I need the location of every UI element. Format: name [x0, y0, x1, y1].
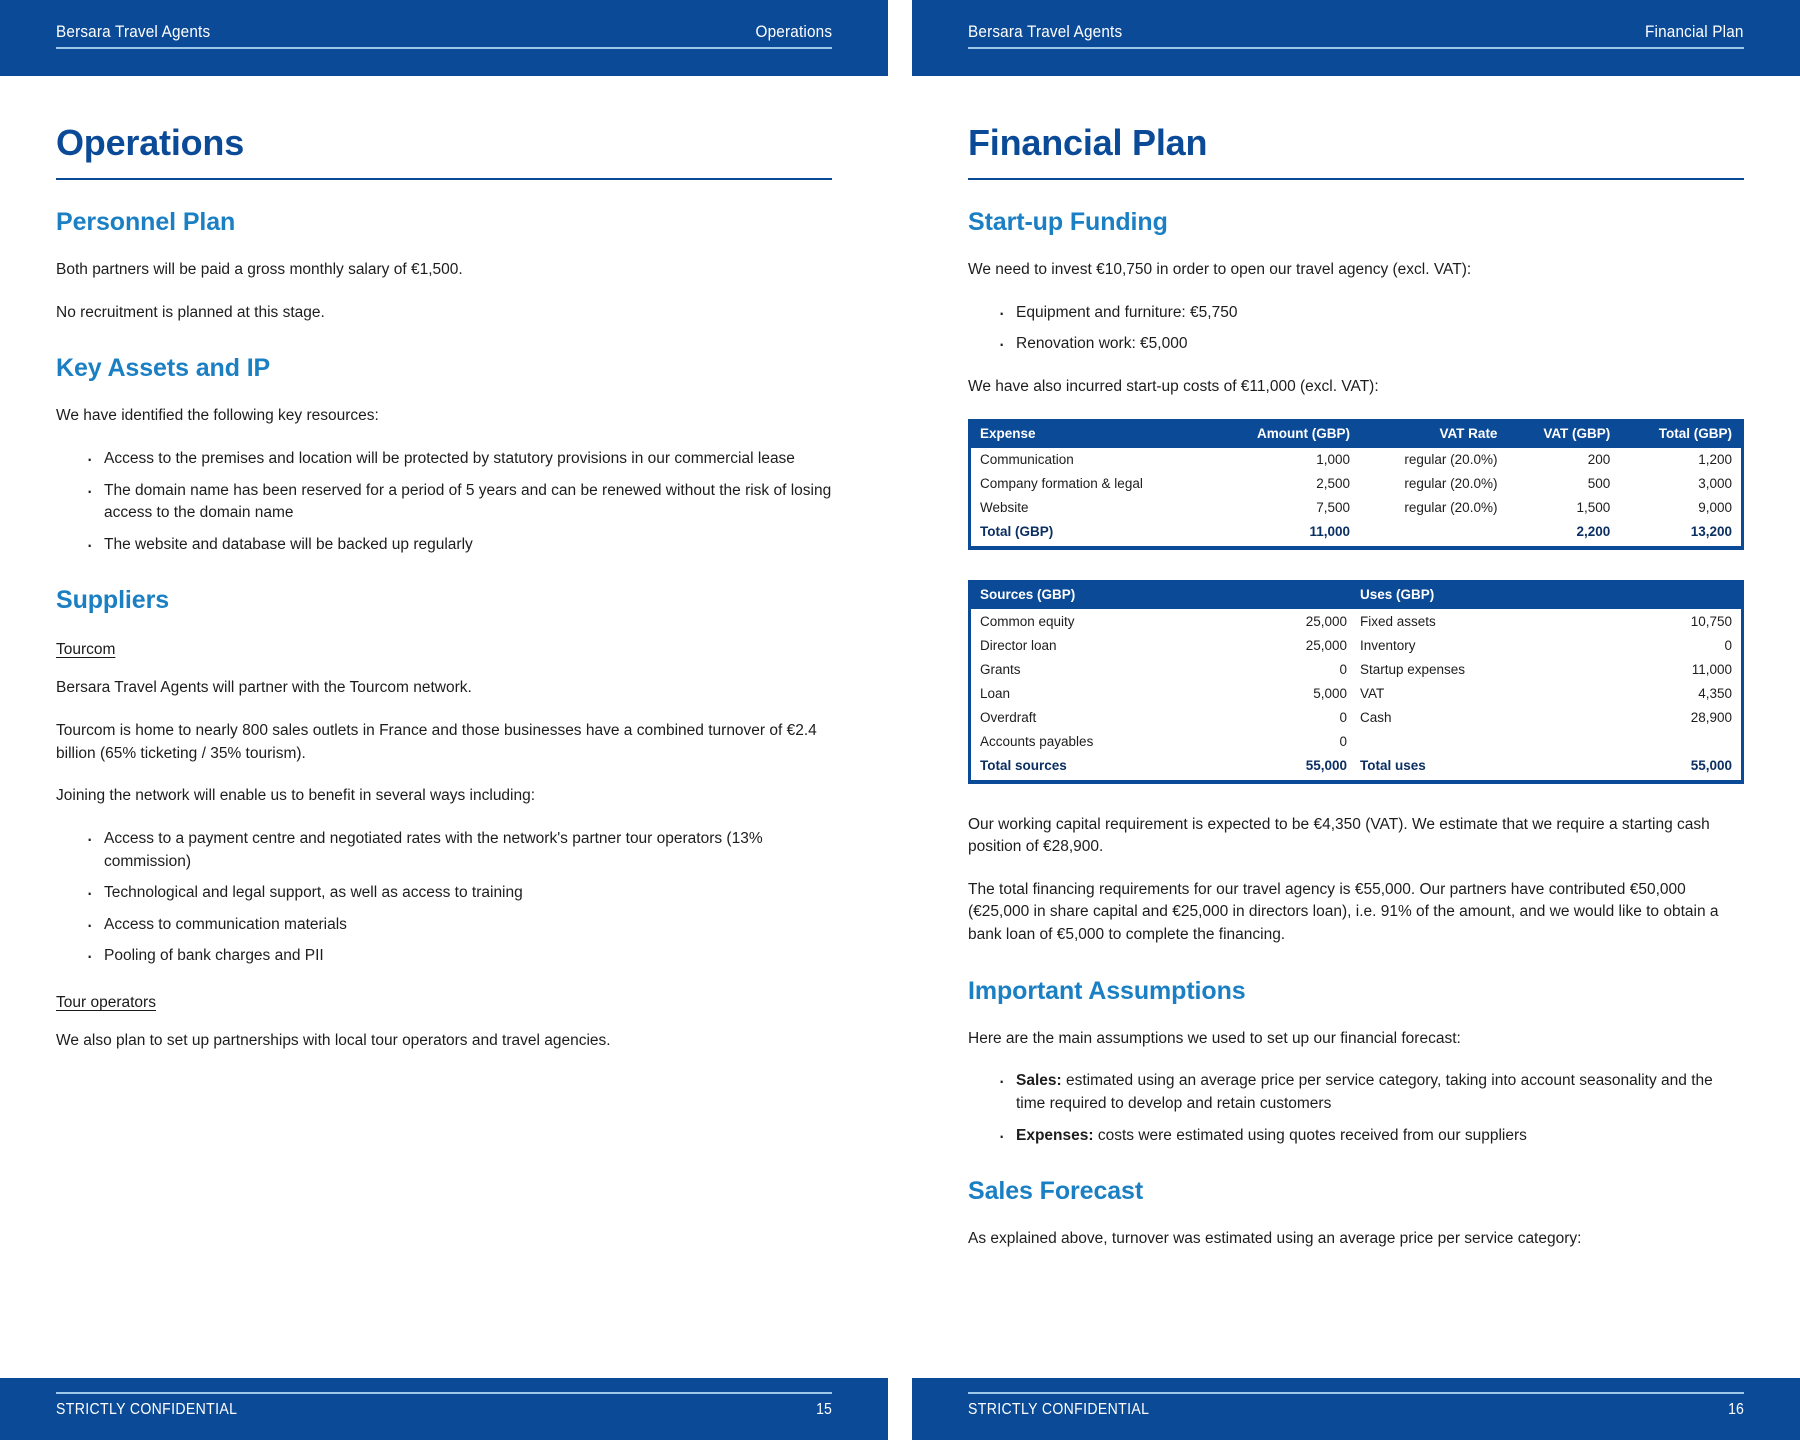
- cell-total-uses-label: Total uses: [1356, 753, 1611, 782]
- table-header-row: [970, 580, 1743, 609]
- tourcom-paragraph-1: Bersara Travel Agents will partner with the Tourcom network.: [56, 679, 472, 697]
- tour-operators-paragraph: We also plan to set up partnerships with local tour operators and travel agencies.: [56, 1032, 611, 1049]
- footer-page-number: 16: [1728, 1401, 1744, 1418]
- header-rule-right: [968, 22, 1744, 49]
- cell-expense: Communication: [970, 448, 1212, 472]
- cell-source-amount: 0: [1225, 657, 1356, 681]
- cell-use-label: Startup expenses: [1356, 657, 1611, 681]
- sources-uses-table-head: [970, 580, 1743, 609]
- section-title-personnel-plan: Personnel Plan: [56, 208, 236, 236]
- cell-vat: 500: [1506, 472, 1619, 496]
- cell-vat-rate: regular (20.0%): [1359, 448, 1506, 472]
- section-title-sales-forecast: Sales Forecast: [968, 1177, 1144, 1206]
- personnel-paragraph-1: Both partners will be paid a gross monthly salary of €1,500.: [56, 261, 463, 278]
- cell-use-amount: 10,750: [1611, 609, 1742, 633]
- footer-confidential-label: STRICTLY CONFIDENTIAL: [56, 1401, 238, 1418]
- cell-use-label: Cash: [1356, 705, 1611, 729]
- table-row: [970, 705, 1743, 729]
- cell-source-amount: 25,000: [1225, 633, 1356, 657]
- list-item: · The website and database will be backed up regularly: [86, 534, 832, 557]
- personnel-paragraph-2: No recruitment is planned at this stage.: [56, 303, 325, 321]
- table-row: [970, 609, 1743, 633]
- section-title-suppliers: Suppliers: [56, 586, 170, 615]
- cell-vat-rate: regular (20.0%): [1359, 472, 1506, 496]
- cell-use-amount: 11,000: [1611, 657, 1742, 681]
- cell-total-vat-rate: [1359, 520, 1506, 549]
- tourcom-paragraph-2: Tourcom is home to nearly 800 sales outlets in France and those businesses have a combined turnover of €2.4 billion (65% ticketing / 35% tourism).: [56, 722, 817, 762]
- table-row: [970, 448, 1743, 472]
- cell-expense: Website: [970, 496, 1212, 520]
- section-title-startup-funding: Start-up Funding: [968, 208, 1168, 236]
- key-assets-bullet-list: [56, 448, 832, 557]
- cell-source-label: Grants: [970, 657, 1225, 681]
- col-uses: Uses (GBP): [1356, 580, 1611, 609]
- page-header-left: [0, 0, 888, 76]
- col-expense: Expense: [970, 419, 1212, 448]
- sales-forecast-intro: As explained above, turnover was estimated using an average price per service category:: [968, 1230, 1582, 1248]
- cell-vat: 1,500: [1506, 496, 1619, 520]
- page-footer-right: [912, 1378, 1800, 1440]
- page-footer-left: [0, 1378, 888, 1440]
- cell-use-label: Fixed assets: [1356, 609, 1611, 633]
- header-section-name: Financial Plan: [1645, 22, 1744, 41]
- cell-total: 9,000: [1619, 496, 1742, 520]
- header-company-name: Bersara Travel Agents: [968, 22, 1123, 41]
- page-body-right: [912, 76, 1800, 1378]
- cell-total-vat: 2,200: [1506, 520, 1619, 549]
- assumption-label-expenses: Expenses:: [1016, 1126, 1094, 1144]
- assumptions-intro: Here are the main assumptions we used to set up our financial forecast:: [968, 1029, 1461, 1047]
- cell-source-amount: 0: [1225, 705, 1356, 729]
- footer-page-number: 15: [816, 1401, 832, 1418]
- page-left: [0, 0, 888, 1440]
- cell-source-amount: 25,000: [1225, 609, 1356, 633]
- cell-expense: Company formation & legal: [970, 472, 1212, 496]
- cell-source-amount: 0: [1225, 729, 1356, 753]
- working-capital-paragraph: Our working capital requirement is expected to be €4,350 (VAT). We estimate that we require a starting cash position of €28,900.: [968, 815, 1710, 856]
- list-item: · The domain name has been reserved for a period of 5 years and can be renewed without the risk of losing access to the domain name: [86, 480, 832, 525]
- cell-source-label: Overdraft: [970, 705, 1225, 729]
- table-row: [970, 496, 1743, 520]
- sources-uses-table-body: [970, 609, 1743, 782]
- cell-use-label: VAT: [1356, 681, 1611, 705]
- cell-amount: 1,000: [1212, 448, 1359, 472]
- list-item: · Renovation work: €5,000: [998, 333, 1744, 356]
- table-row: [970, 472, 1743, 496]
- col-vat-rate: VAT Rate: [1359, 419, 1506, 448]
- tourcom-paragraph-3: Joining the network will enable us to benefit in several ways including:: [56, 787, 536, 805]
- cell-source-label: Common equity: [970, 609, 1225, 633]
- header-rule-left: [56, 22, 832, 49]
- assumption-text-sales: estimated using an average price per service category, taking into account seasonality and the time required to develop and retain customers: [1016, 1072, 1713, 1112]
- assumption-text-expenses: costs were estimated using quotes received from our suppliers: [1093, 1126, 1527, 1144]
- chapter-title-financial-plan: Financial Plan: [968, 122, 1744, 180]
- list-item: · Access to a payment centre and negotiated rates with the network's partner tour operators (13% commission): [86, 828, 832, 873]
- expense-table-head: [970, 419, 1743, 448]
- section-title-key-assets-and-ip: Key Assets and IP: [56, 354, 271, 383]
- key-assets-intro: We have identified the following key resources:: [56, 407, 379, 425]
- footer-rule-right: [968, 1392, 1744, 1419]
- cell-vat-rate: regular (20.0%): [1359, 496, 1506, 520]
- cell-source-label: Loan: [970, 681, 1225, 705]
- page-header-right: [912, 0, 1800, 76]
- cell-amount: 2,500: [1212, 472, 1359, 496]
- table-total-row: [970, 753, 1743, 782]
- table-row: [970, 633, 1743, 657]
- cell-use-amount: [1611, 729, 1742, 753]
- page-right: [912, 0, 1800, 1440]
- cell-total-sources-label: Total sources: [970, 753, 1225, 782]
- subtitle-tour-operators: Tour operators: [56, 994, 156, 1011]
- table-row: [970, 681, 1743, 705]
- list-item: · Access to communication materials: [86, 914, 832, 937]
- cell-total-amount: 11,000: [1212, 520, 1359, 549]
- cell-use-label: Inventory: [1356, 633, 1611, 657]
- col-amount: Amount (GBP): [1212, 419, 1359, 448]
- col-sources: Sources (GBP): [970, 580, 1225, 609]
- col-total: Total (GBP): [1619, 419, 1742, 448]
- investment-bullet-list: [968, 302, 1744, 356]
- cell-use-amount: 0: [1611, 633, 1742, 657]
- cell-total: 3,000: [1619, 472, 1742, 496]
- list-item: · Access to the premises and location will be protected by statutory provisions in our commercial lease: [86, 448, 832, 471]
- chapter-title-operations: Operations: [56, 122, 832, 180]
- header-company-name: Bersara Travel Agents: [56, 22, 211, 41]
- financing-paragraph: The total financing requirements for our travel agency is €55,000. Our partners have contributed €50,000 (€25,000 in share capital and €25,000 in directors loan), i.e. 91% of the amount, and we would like to obtain a bank loan of €5,000 to complete the financing.: [968, 880, 1719, 943]
- list-item: [998, 1125, 1744, 1148]
- startup-expense-table: [968, 419, 1744, 551]
- cell-vat: 200: [1506, 448, 1619, 472]
- cell-total-sources-amount: 55,000: [1225, 753, 1356, 782]
- cell-amount: 7,500: [1212, 496, 1359, 520]
- page-body-left: [0, 76, 888, 1378]
- table-total-row: [970, 520, 1743, 549]
- list-item: [998, 1070, 1744, 1115]
- col-uses-amount: [1611, 580, 1742, 609]
- footer-rule-left: [56, 1392, 832, 1419]
- tourcom-benefits-bullet-list: [56, 828, 832, 968]
- col-sources-amount: [1225, 580, 1356, 609]
- table-header-row: [970, 419, 1743, 448]
- col-vat: VAT (GBP): [1506, 419, 1619, 448]
- sources-and-uses-table: [968, 580, 1744, 784]
- cell-total-label: Total (GBP): [970, 520, 1212, 549]
- assumptions-bullet-list: [968, 1070, 1744, 1147]
- cell-use-amount: 4,350: [1611, 681, 1742, 705]
- footer-confidential-label: STRICTLY CONFIDENTIAL: [968, 1401, 1150, 1418]
- cell-total: 1,200: [1619, 448, 1742, 472]
- expense-table-body: [970, 448, 1743, 549]
- table-row: [970, 729, 1743, 753]
- cell-source-label: Director loan: [970, 633, 1225, 657]
- cell-total-total: 13,200: [1619, 520, 1742, 549]
- cell-source-label: Accounts payables: [970, 729, 1225, 753]
- cell-use-label: [1356, 729, 1611, 753]
- startup-funding-intro: We need to invest €10,750 in order to open our travel agency (excl. VAT):: [968, 261, 1472, 278]
- cell-use-amount: 28,900: [1611, 705, 1742, 729]
- cell-source-amount: 5,000: [1225, 681, 1356, 705]
- list-item: · Technological and legal support, as well as access to training: [86, 882, 832, 905]
- list-item: · Equipment and furniture: €5,750: [998, 302, 1744, 325]
- subtitle-tourcom: Tourcom: [56, 641, 116, 659]
- startup-costs-intro: We have also incurred start-up costs of €11,000 (excl. VAT):: [968, 377, 1379, 395]
- section-title-important-assumptions: Important Assumptions: [968, 976, 1246, 1005]
- table-row: [970, 657, 1743, 681]
- list-item: · Pooling of bank charges and PII: [86, 945, 832, 968]
- header-section-name: Operations: [755, 22, 832, 41]
- assumption-label-sales: Sales:: [1016, 1072, 1062, 1090]
- cell-total-uses-amount: 55,000: [1611, 753, 1742, 782]
